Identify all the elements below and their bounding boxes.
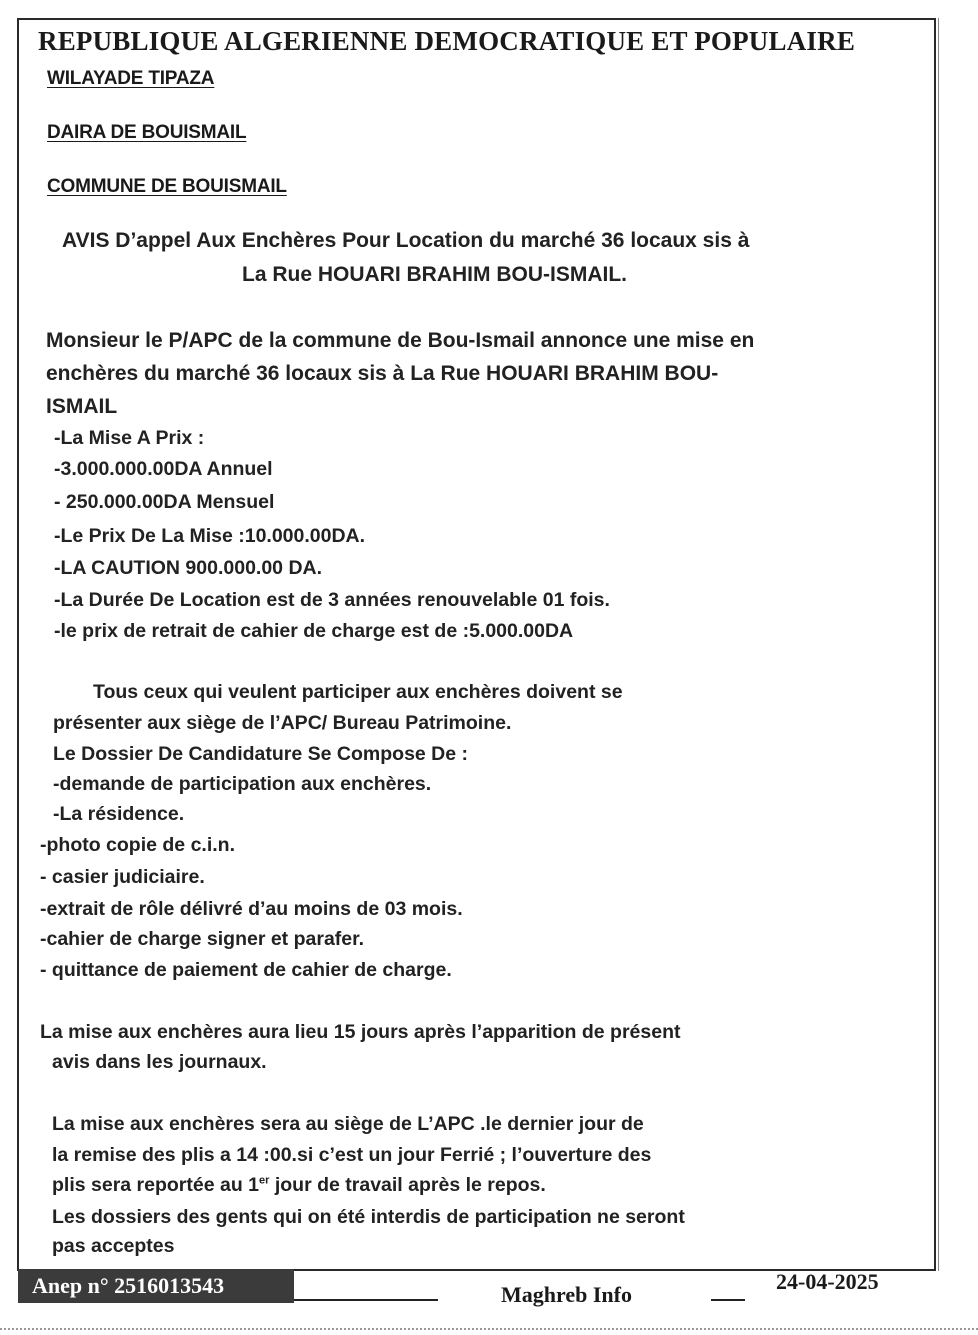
lieu-line1: La mise aux enchères sera au siège de L’APC .le dernier jour de xyxy=(52,1113,644,1135)
lieu-line3-start: plis sera reportée au 1 xyxy=(52,1174,260,1196)
journal-name: Maghreb Info xyxy=(501,1282,632,1307)
dossier-item: - quittance de paiement de cahier de charge. xyxy=(40,959,452,981)
participation-line2: présenter aux siège de l’APC/ Bureau Patrimoine. xyxy=(53,712,512,734)
lieu-line3 xyxy=(52,1174,546,1197)
avis-title-line2: La Rue HOUARI BRAHIM BOU-ISMAIL. xyxy=(242,263,627,286)
intro-line3: ISMAIL xyxy=(46,395,118,418)
dossier-item: -extrait de rôle délivré d’au moins de 03 mois. xyxy=(40,898,463,920)
publication-date: 24-04-2025 xyxy=(776,1269,879,1294)
condition-item: -La Durée De Location est de 3 années renouvelable 01 fois. xyxy=(54,589,610,611)
dossier-item: -photo copie de c.i.n. xyxy=(40,834,235,856)
wilaya-heading: WILAYADE TIPAZA xyxy=(47,68,215,89)
ordinal-superscript: er xyxy=(259,1174,270,1187)
condition-item: -3.000.000.00DA Annuel xyxy=(54,458,273,480)
intro-line1: Monsieur le P/APC de la commune de Bou-Ismail annonce une mise en xyxy=(46,329,755,352)
condition-item: -le prix de retrait de cahier de charge est de :5.000.00DA xyxy=(54,620,574,642)
dossier-item: -La résidence. xyxy=(53,803,185,825)
participation-line1: Tous ceux qui veulent participer aux enchères doivent se xyxy=(93,681,623,703)
dossier-item: - casier judiciaire. xyxy=(40,866,205,888)
avis-title-line1: AVIS D’appel Aux Enchères Pour Location du marché 36 locaux sis à xyxy=(62,229,750,252)
condition-item: -LA CAUTION 900.000.00 DA. xyxy=(54,557,323,579)
dossier-item: -cahier de charge signer et parafer. xyxy=(40,928,365,950)
dossier-item: -demande de participation aux enchères. xyxy=(53,773,432,795)
lieu-line4: Les dossiers des gents qui on été interdis de participation ne seront xyxy=(52,1206,685,1228)
bottom-dotted-rule xyxy=(0,1328,978,1330)
participation-line3: Le Dossier De Candidature Se Compose De : xyxy=(53,743,469,765)
intro-line2: enchères du marché 36 locaux sis à La Rue HOUARI BRAHIM BOU- xyxy=(46,362,719,385)
footer-rule xyxy=(711,1299,745,1301)
delay-line1: La mise aux enchères aura lieu 15 jours après l’apparition de présent xyxy=(40,1021,681,1043)
daira-heading: DAIRA DE BOUISMAIL xyxy=(47,122,247,143)
lieu-line2: la remise des plis a 14 :00.si c’est un jour Ferrié ; l’ouverture des xyxy=(52,1144,652,1166)
lieu-line3-end: jour de travail après le repos. xyxy=(269,1174,546,1196)
delay-line2: avis dans les journaux. xyxy=(52,1051,267,1073)
anep-badge: Anep n° 2516013543 xyxy=(18,1269,294,1303)
footer-rule xyxy=(294,1299,438,1301)
republic-title: REPUBLIQUE ALGERIENNE DEMOCRATIQUE ET POPULAIRE xyxy=(38,26,856,56)
condition-item: -La Mise A Prix : xyxy=(54,427,205,449)
frame-edge-line xyxy=(938,18,939,1271)
lieu-line5: pas acceptes xyxy=(52,1235,175,1257)
commune-heading: COMMUNE DE BOUISMAIL xyxy=(47,176,287,197)
notice-frame xyxy=(17,18,936,1271)
condition-item: - 250.000.00DA Mensuel xyxy=(54,491,275,513)
condition-item: -Le Prix De La Mise :10.000.00DA. xyxy=(54,525,366,547)
